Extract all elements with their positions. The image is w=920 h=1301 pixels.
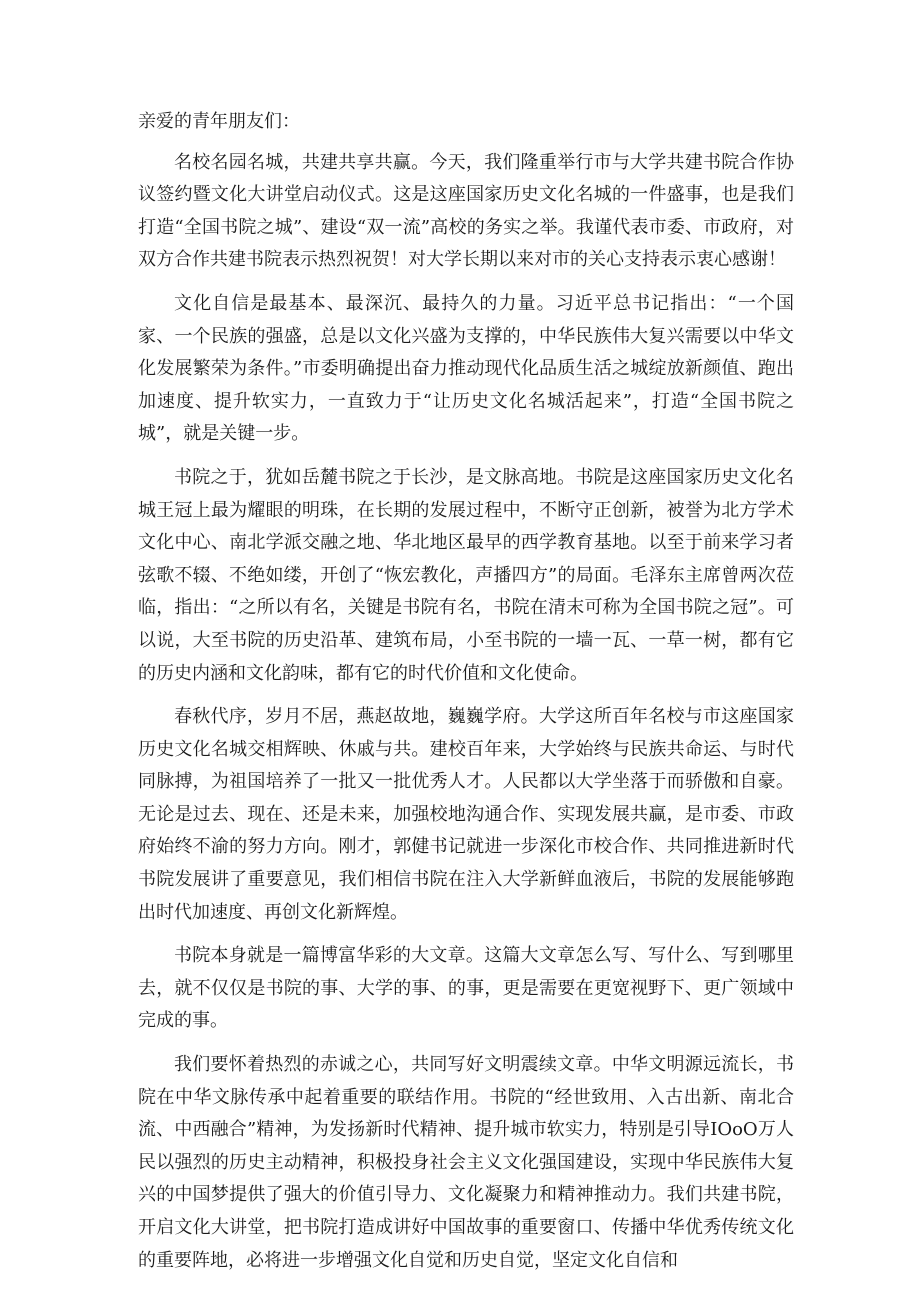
- document-page: [138, 106, 794, 1288]
- paragraph-1: 名校名园名城，共建共享共赢。今天，我们隆重举行市与大学共建书院合作协议签约暨文化大讲堂启动仪式。这是这座国家历史文化名城的一件盛事，也是我们打造“全国书院之城”、建设“双一流”高校的务实之举。我谨代表市委、市政府，对双方合作共建书院表示热烈祝贺！对大学长期以来对市的关心支持表示衷心感谢！: [138, 151, 794, 271]
- paragraph-4: 春秋代序，岁月不居，燕赵故地，巍巍学府。大学这所百年名校与市这座国家历史文化名城交相辉映、休戚与共。建校百年来，大学始终与民族共命运、与时代同脉搏，为祖国培养了一批又一批优秀人才。人民都以大学坐落于而骄傲和自豪。无论是过去、现在、还是未来，加强校地沟通合作、实现发展共赢，是市委、市政府始终不渝的努力方向。刚才，郭健书记就进一步深化市校合作、共同推进新时代书院发展讲了重要意见，我们相信书院在注入大学新鲜血液后，书院的发展能够跑出时代加速度、再创文化新辉煌。: [138, 706, 794, 923]
- salutation: 亲爱的青年朋友们：: [138, 111, 300, 132]
- paragraph-3: 书院之于，犹如岳麓书院之于长沙，是文脉高地。书院是这座国家历史文化名城王冠上最为耀眼的明珠，在长期的发展过程中，不断守正创新，被誉为北方学术文化中心、南北学派交融之地、华北地区最早的西学教育基地。以至于前来学习者弦歌不辍、不绝如缕，开创了“恢宏教化，声播四方”的局面。毛泽东主席曾两次莅临，指出：“之所以有名，关键是书院有名，书院在清末可称为全国书院之冠”。可以说，大至书院的历史沿革、建筑布局，小至书院的一墙一瓦、一草一树，都有它的历史内涵和文化韵味，都有它的时代价值和文化使命。: [138, 466, 794, 684]
- paragraph-2: 文化自信是最基本、最深沉、最持久的力量。习近平总书记指出：“一个国家、一个民族的强盛，总是以文化兴盛为支撑的，中华民族伟大复兴需要以中华文化发展繁荣为条件。”市委明确提出奋力推动现代化品质生活之城绽放新颜值、跑出加速度、提升软实力，一直致力于“让历史文化名城活起来”，打造“全国书院之城”，就是关键一步。: [138, 292, 794, 445]
- paragraph-5: 书院本身就是一篇博富华彩的大文章。这篇大文章怎么写、写什么、写到哪里去，就不仅仅是书院的事、大学的事、的事，更是需要在更宽视野下、更广领域中完成的事。: [138, 945, 794, 1032]
- paragraph-6: 我们要怀着热烈的赤诚之心，共同写好文明震续文章。中华文明源远流长，书院在中华文脉传承中起着重要的联结作用。书院的“经世致用、入古出新、南北合流、中西融合”精神，为发扬新时代精神、提升城市软实力，特别是引导IOoO万人民以强烈的历史主动精神，积极投身社会主义文化强国建设，实现中华民族伟大复兴的中国梦提供了强大的价值引导力、文化凝聚力和精神推动力。我们共建书院，开启文化大讲堂，把书院打造成讲好中国故事的重要窗口、传播中华优秀传统文化的重要阵地，必将进一步增强文化自觉和历史自觉，坚定文化自信和: [138, 1054, 794, 1271]
